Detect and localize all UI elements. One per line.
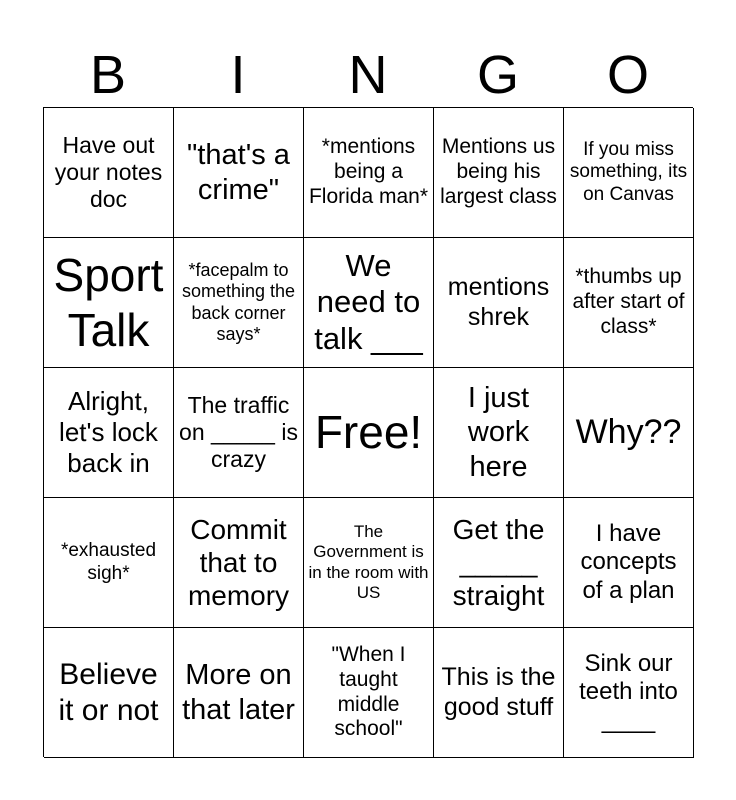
bingo-cell: This is the good stuff	[434, 628, 564, 758]
bingo-cell: Mentions us being his largest class	[434, 108, 564, 238]
bingo-cell: I just work here	[434, 368, 564, 498]
bingo-cell: *exhausted sigh*	[44, 498, 174, 628]
bingo-cell: Have out your notes doc	[44, 108, 174, 238]
bingo-cell: We need to talk ___	[304, 238, 434, 368]
bingo-cell: Believe it or not	[44, 628, 174, 758]
header-letter-o: O	[606, 45, 649, 105]
bingo-cell: More on that later	[174, 628, 304, 758]
bingo-cell: Alright, let's lock back in	[44, 368, 174, 498]
bingo-cell: Why??	[564, 368, 694, 498]
bingo-grid	[43, 107, 693, 757]
header-letter-g: G	[476, 45, 519, 105]
bingo-cell: "that's a crime"	[174, 108, 304, 238]
bingo-cell: *mentions being a Florida man*	[304, 108, 434, 238]
free-space-cell: Free!	[304, 368, 434, 498]
header-letter-n: N	[348, 45, 388, 105]
bingo-cell: *thumbs up after start of class*	[564, 238, 694, 368]
header-letter-b: B	[89, 45, 127, 105]
bingo-cell: Sport Talk	[44, 238, 174, 368]
bingo-cell: mentions shrek	[434, 238, 564, 368]
bingo-header	[43, 44, 693, 106]
bingo-cell: Get the _____ straight	[434, 498, 564, 628]
header-letter-i: I	[230, 45, 246, 105]
bingo-cell: I have concepts of a plan	[564, 498, 694, 628]
bingo-cell: The traffic on _____ is crazy	[174, 368, 304, 498]
bingo-cell: "When I taught middle school"	[304, 628, 434, 758]
bingo-cell: *facepalm to something the back corner says*	[174, 238, 304, 368]
bingo-cell: If you miss something, its on Canvas	[564, 108, 694, 238]
bingo-cell: Commit that to memory	[174, 498, 304, 628]
bingo-cell: Sink our teeth into ____	[564, 628, 694, 758]
bingo-cell: The Government is in the room with US	[304, 498, 434, 628]
